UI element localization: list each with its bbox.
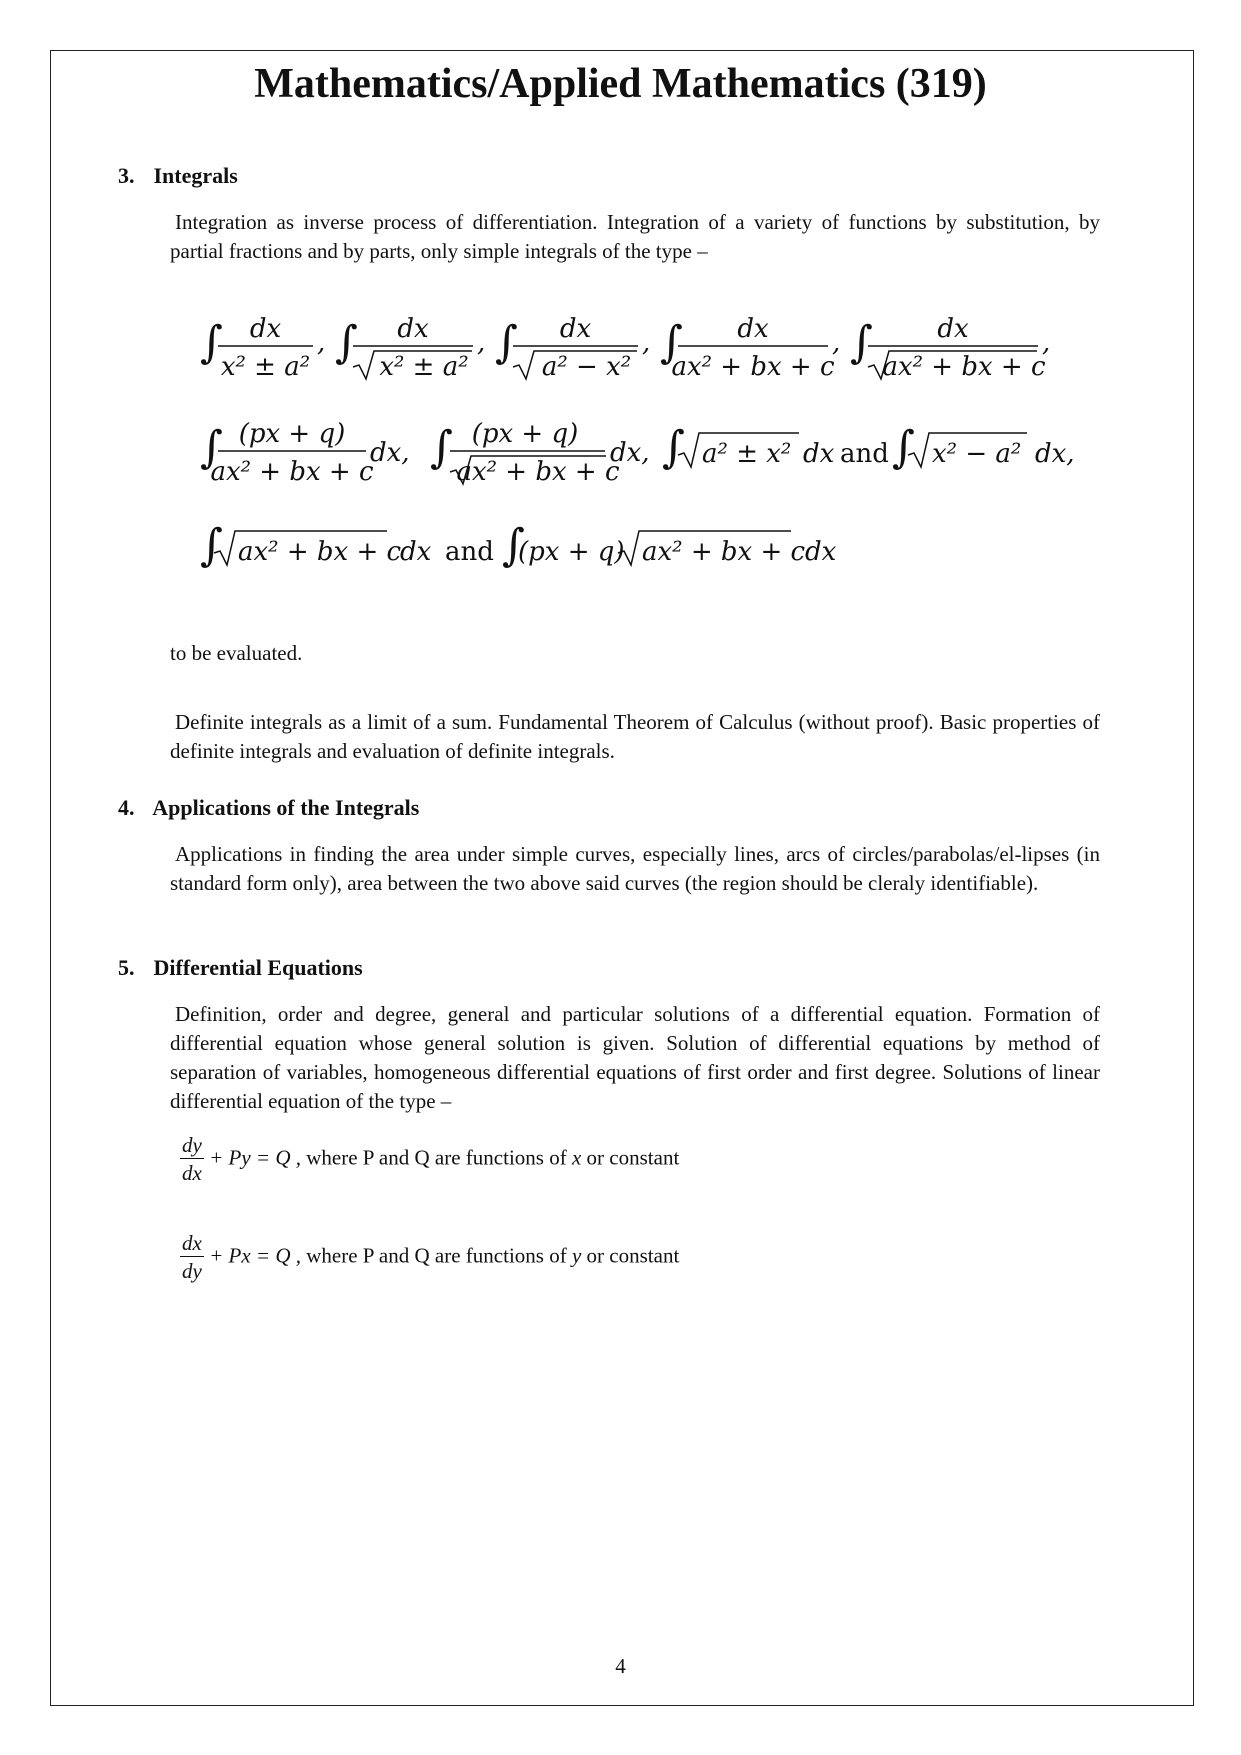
- equation-description: where P and Q are functions of: [306, 1145, 567, 1170]
- prefactor: (px + q): [518, 537, 625, 567]
- fraction-denominator: ax² + bx + c: [210, 457, 374, 487]
- separator: ,: [642, 328, 651, 358]
- section-title: Differential Equations: [153, 955, 363, 980]
- separator: ,: [832, 328, 841, 358]
- basic-integrals-svg: [200, 315, 1060, 385]
- equation-tail: or constant: [586, 1145, 680, 1170]
- section-number: 4.: [118, 795, 135, 820]
- applications-paragraph: Applications in finding the area under simple curves, especially lines, arcs of circles/parabolas/el-lipses (in standard form only), area between the two above said curves (the region should be cleraly identifiable).: [170, 842, 1100, 895]
- separator: ,: [317, 328, 326, 358]
- equation-variable: x: [571, 1145, 582, 1170]
- radicand: ax² + bx + c: [642, 537, 806, 567]
- page-title: Mathematics/Applied Mathematics (319): [254, 61, 987, 107]
- equation-description: where P and Q are functions of: [306, 1243, 567, 1268]
- integral-sign: ∫: [892, 422, 915, 473]
- derivative-fraction: $\frac{dx}{dy}$: [182, 1231, 202, 1283]
- section-heading-integrals: [118, 163, 238, 189]
- separator: ,: [1042, 328, 1051, 358]
- fraction-numerator: dx: [937, 314, 969, 344]
- integral-sign: ∫: [660, 317, 683, 368]
- fraction-numerator: (px + q): [471, 419, 579, 449]
- integral-sign: ∫: [430, 422, 453, 473]
- linear-de-dx-dy: [180, 1230, 679, 1285]
- integral-sign: ∫: [850, 317, 873, 368]
- formula-tail: dx: [805, 537, 837, 567]
- fraction-denominator: x² ± a²: [220, 352, 311, 382]
- formula-row-basic-integrals: [200, 315, 1060, 385]
- integrals-closing: to be evaluated.: [170, 641, 303, 665]
- equation-rest: + Py = Q ,: [209, 1145, 301, 1170]
- radicand: x² − a²: [932, 439, 1022, 469]
- fraction-denominator: a² − x²: [541, 352, 632, 382]
- fraction-denominator: ax² + bx + c: [671, 352, 835, 382]
- formula-row-linear-integrals: [200, 420, 1100, 490]
- section-number: 5.: [118, 955, 135, 980]
- radicand: ax² + bx + c: [238, 537, 402, 567]
- page-number: 4: [615, 1654, 626, 1678]
- separator: ,: [477, 328, 486, 358]
- sqrt-integrals-svg: [200, 520, 900, 590]
- integral-sign: ∫: [200, 317, 223, 368]
- section-heading-applications: [118, 795, 419, 821]
- integral-term: [850, 314, 1050, 382]
- integrals-intro: Integration as inverse process of differentiation. Integration of a variety of functions by substitution, by partial fractions and by parts, only simple integrals of the type –: [170, 210, 1100, 263]
- linear-integrals-svg: [200, 420, 1100, 490]
- formula-tail: dx: [400, 537, 432, 567]
- linear-de-dy-dx: [180, 1132, 679, 1187]
- fraction-numerator: (px + q): [238, 419, 346, 449]
- integral-sign: ∫: [662, 422, 685, 473]
- integral-sign: ∫: [200, 520, 223, 571]
- integral-sign: ∫: [502, 520, 525, 571]
- formula-tail: dx: [803, 439, 835, 469]
- formula-tail: dx,: [610, 438, 650, 468]
- radicand: a² ± x²: [702, 439, 792, 469]
- integral-sign: ∫: [335, 317, 358, 368]
- integral-term: [660, 314, 840, 382]
- equation-variable: y: [571, 1243, 582, 1268]
- fraction-denominator: ax² + bx + c: [456, 457, 620, 487]
- section-number: 3.: [118, 163, 135, 188]
- integral-term: [200, 314, 325, 382]
- equation-tail: or constant: [586, 1243, 680, 1268]
- fraction-numerator: dx: [737, 314, 769, 344]
- definite-integrals-paragraph: Definite integrals as a limit of a sum. Fundamental Theorem of Calculus (without proof). Basic properties of definite integrals and evaluation of definite integrals.: [170, 710, 1100, 763]
- derivative-fraction: $\frac{dy}{dx}$: [182, 1133, 202, 1185]
- formula-tail: dx,: [370, 438, 410, 468]
- differential-paragraph: Definition, order and degree, general and particular solutions of a differential equation. Formation of differential equation whose general solution is given. Solution of differential equations by method of separation of variables, homogeneous differential equations of first order and first degree. Solutions of linear differential equation of the type –: [170, 1002, 1100, 1113]
- fraction-numerator: dx: [397, 314, 429, 344]
- integral-term: [495, 314, 650, 382]
- connector-and: and: [840, 439, 889, 469]
- fraction-denominator: ax² + bx + c: [882, 352, 1046, 382]
- formula-tail: dx,: [1035, 439, 1075, 469]
- section-heading-differential: [118, 955, 363, 981]
- integral-term: [335, 314, 485, 382]
- integral-sign: ∫: [495, 317, 518, 368]
- section-title: Integrals: [153, 163, 238, 188]
- fraction-numerator: dx: [249, 314, 282, 344]
- equation-rest: + Px = Q ,: [209, 1243, 301, 1268]
- formula-row-sqrt-integrals: [200, 520, 900, 590]
- section-title: Applications of the Integrals: [152, 795, 420, 820]
- fraction-denominator: x² ± a²: [379, 352, 469, 382]
- fraction-numerator: dx: [559, 314, 592, 344]
- connector-and: and: [445, 537, 494, 567]
- integral-sign: ∫: [200, 422, 223, 473]
